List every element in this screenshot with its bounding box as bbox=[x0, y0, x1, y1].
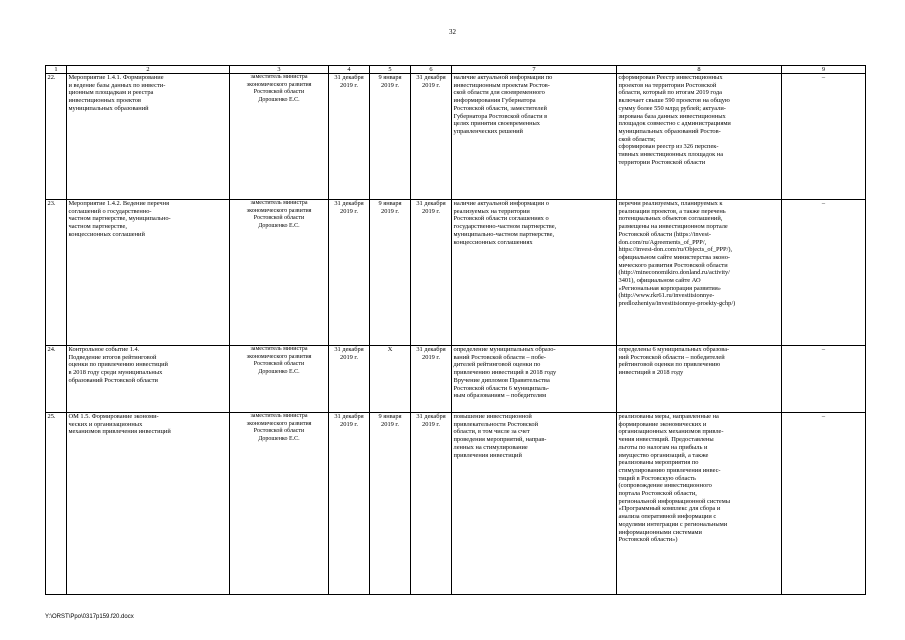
text-line: ОМ 1.5. Формирование экономи- bbox=[68, 413, 159, 420]
text-line: перечни реализуемых, планируемых к bbox=[618, 200, 723, 207]
text-line: экономического развития bbox=[246, 420, 312, 427]
text-line: 31 декабря bbox=[416, 413, 446, 420]
text-line: 2019 г. bbox=[381, 420, 399, 428]
text-line: сформирован Реестр инвестиционных bbox=[618, 74, 723, 81]
text-line: государственно-частном партнерстве, bbox=[453, 223, 557, 231]
text-line: Ростовской области соглашениях о bbox=[453, 215, 549, 223]
text-line: соглашений о государственно- bbox=[68, 207, 152, 215]
text-line: сумму более 550 млрд рублей; актуали- bbox=[618, 104, 726, 112]
text-line: Подведение итогов рейтинговой bbox=[68, 353, 157, 361]
text-line: экономического развития bbox=[246, 353, 312, 360]
text-line: определены 6 муниципальных образова- bbox=[618, 346, 730, 353]
cell-expected-result bbox=[452, 413, 617, 595]
header-row bbox=[46, 66, 866, 74]
text-line: 2019 г. bbox=[422, 353, 440, 361]
table-row bbox=[46, 74, 866, 200]
text-line: 9 января bbox=[378, 74, 402, 81]
text-line: управленческих решений bbox=[453, 127, 523, 135]
cell-plan-end-date bbox=[370, 200, 411, 346]
cell-event bbox=[67, 413, 230, 595]
text-line: тивных инвестиционных площадок на bbox=[618, 151, 724, 159]
text-line: 31 декабря bbox=[416, 346, 446, 353]
text-line: 31 декабря bbox=[334, 346, 364, 353]
text-line: don.com/ru/Agreements_of_PPP/, bbox=[618, 238, 707, 246]
text-line: Ростовской области bbox=[253, 361, 305, 368]
text-line: Ростовской области (https://invest- bbox=[618, 230, 712, 238]
cell-start-date bbox=[329, 200, 370, 346]
cell-number: 22. bbox=[46, 74, 67, 200]
text-line: муниципально-частном партнерстве, bbox=[453, 230, 555, 238]
text-line: концессионных соглашений bbox=[68, 230, 145, 238]
text-line: Вручение дипломов Правительства bbox=[453, 376, 550, 384]
cell-start-date bbox=[329, 346, 370, 413]
text-line: проведения мероприятий, направ- bbox=[453, 436, 547, 444]
text-line: 31 декабря bbox=[416, 200, 446, 207]
cell-start-date bbox=[329, 413, 370, 595]
text-line: Ростовской области bbox=[253, 215, 305, 222]
col-header-3: 3 bbox=[230, 66, 329, 74]
text-line: потенциальных объектов соглашений, bbox=[618, 215, 723, 223]
text-line: стимулированию привлечения инвес- bbox=[618, 466, 721, 474]
cell-achieved-result bbox=[617, 413, 782, 595]
text-line: 31 декабря bbox=[334, 413, 364, 420]
text-line: «Региональная корпорация развития» bbox=[618, 284, 721, 292]
text-line: в 2018 году среди муниципальных bbox=[68, 369, 163, 377]
table-row bbox=[46, 413, 866, 595]
cell-expected-result bbox=[452, 200, 617, 346]
table-row bbox=[46, 346, 866, 413]
text-line: predlozheniya/investitsionnye-proekty-gchp/) bbox=[618, 300, 736, 308]
table-body bbox=[46, 74, 866, 595]
text-line: 2019 г. bbox=[422, 81, 440, 89]
text-line: экономического развития bbox=[246, 207, 312, 214]
text-line: Губернатора Ростовской области в bbox=[453, 112, 548, 120]
cell-responsible bbox=[230, 413, 329, 595]
text-line: зирована база данных инвестиционных bbox=[618, 112, 726, 120]
cell-start-date bbox=[329, 74, 370, 200]
cell-plan-end-date bbox=[370, 74, 411, 200]
text-line: Ростовской области 6 муниципаль- bbox=[453, 384, 550, 392]
text-line: 2019 г. bbox=[340, 420, 358, 428]
text-line: реализованы мероприятия по bbox=[618, 459, 699, 467]
text-line: области, в том числе за счет bbox=[453, 428, 530, 436]
text-line: рейтинговой оценки по привлечению bbox=[618, 361, 721, 369]
cell-number: 25. bbox=[46, 413, 67, 595]
cell-number: 23. bbox=[46, 200, 67, 346]
text-line: 2019 г. bbox=[340, 353, 358, 361]
col-header-5: 5 bbox=[370, 66, 411, 74]
cell-achieved-result bbox=[617, 346, 782, 413]
col-header-6: 6 bbox=[411, 66, 452, 74]
cell-event bbox=[67, 74, 230, 200]
text-line: «Программный комплекс для сбора и bbox=[618, 505, 721, 513]
page-number: 32 bbox=[449, 28, 456, 36]
text-line: X bbox=[387, 346, 393, 353]
col-header-8: 8 bbox=[617, 66, 782, 74]
text-line: организационных механизмов привле- bbox=[618, 428, 724, 436]
col-header-2: 2 bbox=[67, 66, 230, 74]
col-header-7: 7 bbox=[452, 66, 617, 74]
cell-achieved-result bbox=[617, 200, 782, 346]
text-line: ционным площадкам и реестра bbox=[68, 89, 154, 97]
text-line: сформирован реестр из 326 перспек- bbox=[618, 143, 719, 151]
cell-number: 24. bbox=[46, 346, 67, 413]
text-line: 31 декабря bbox=[416, 74, 446, 81]
text-line: ным образованиям – победителям bbox=[453, 392, 547, 400]
text-line: (http://www.rkr61.ru/investitsionnye- bbox=[618, 292, 715, 300]
text-line: целях принятия своевременных bbox=[453, 120, 541, 128]
text-line: инвестиционным проектам Ростов- bbox=[453, 81, 550, 89]
text-line: площадок совместно с администрациями bbox=[618, 120, 731, 128]
text-line: ской области; bbox=[618, 135, 656, 143]
text-line: заместитель министра bbox=[250, 200, 308, 206]
text-line: формирование экономических и bbox=[618, 420, 707, 428]
text-line: оценки по привлечению инвестиций bbox=[68, 361, 168, 369]
text-line: концессионных соглашениях bbox=[453, 238, 533, 246]
text-line: Ростовской области, заместителей bbox=[453, 104, 547, 112]
text-line: 2019 г. bbox=[340, 81, 358, 89]
text-line: мического развития Ростовской области bbox=[618, 261, 728, 269]
text-line: привлекательности Ростовской bbox=[453, 420, 539, 428]
text-line: 2019 г. bbox=[422, 420, 440, 428]
text-line: 31 декабря bbox=[334, 74, 364, 81]
text-line: чения инвестиций. Предоставлены bbox=[618, 436, 714, 444]
text-line: размещены на инвестиционном портале bbox=[618, 223, 728, 231]
text-line: Ростовской области») bbox=[618, 536, 678, 544]
text-line: механизмов привлечения инвестиций bbox=[68, 428, 171, 436]
text-line: ческих и организационных bbox=[68, 420, 143, 428]
text-line: имущество организаций, а также bbox=[618, 451, 709, 459]
text-line: Контрольное событие 1.4. bbox=[68, 346, 140, 353]
text-line: Мероприятие 1.4.1. Формирование bbox=[68, 74, 164, 81]
text-line: анализа оперативной информации с bbox=[618, 513, 717, 521]
text-line: ской области для своевременного bbox=[453, 89, 545, 97]
text-line: реализуемых на территории bbox=[453, 207, 530, 215]
text-line: (сопровождение инвестиционного bbox=[618, 482, 712, 490]
cell-responsible bbox=[230, 346, 329, 413]
text-line: 2019 г. bbox=[381, 207, 399, 215]
text-line: Ростовской области bbox=[253, 89, 305, 96]
text-line: 2019 г. bbox=[340, 207, 358, 215]
cell-event bbox=[67, 346, 230, 413]
text-line: реализованы меры, направленные на bbox=[618, 413, 719, 420]
cell-problems: – bbox=[782, 74, 866, 200]
col-header-1: 1 bbox=[46, 66, 67, 74]
text-line: 9 января bbox=[378, 200, 402, 207]
text-line: повышение инвестиционной bbox=[453, 413, 532, 420]
cell-problems: – bbox=[782, 346, 866, 413]
cell-event bbox=[67, 200, 230, 346]
text-line: заместитель министра bbox=[250, 74, 308, 80]
text-line: 31 декабря bbox=[334, 200, 364, 207]
text-line: заместитель министра bbox=[250, 413, 308, 419]
cell-responsible bbox=[230, 200, 329, 346]
text-line: инвестиций в 2018 году bbox=[618, 369, 684, 377]
text-line: проектов на территории Ростовской bbox=[618, 81, 717, 89]
report-table bbox=[45, 65, 866, 595]
text-line: Мероприятие 1.4.2. Ведение перечня bbox=[68, 200, 170, 207]
text-line: Ростовской области bbox=[253, 428, 305, 435]
text-line: частном партнерстве, bbox=[68, 223, 127, 231]
text-line: 3401), официальном сайте АО bbox=[618, 277, 701, 285]
cell-fact-end-date bbox=[411, 200, 452, 346]
text-line: привлечению инвестиций в 2018 году bbox=[453, 369, 557, 377]
text-line: инвестиционных проектов bbox=[68, 97, 141, 105]
text-line: наличие актуальной информации о bbox=[453, 200, 549, 207]
cell-responsible bbox=[230, 74, 329, 200]
col-header-9: 9 bbox=[782, 66, 866, 74]
cell-fact-end-date bbox=[411, 413, 452, 595]
cell-fact-end-date bbox=[411, 74, 452, 200]
text-line: официальном сайте министерства эконо- bbox=[618, 253, 731, 261]
text-line: Дорошенко Е.С. bbox=[258, 223, 300, 230]
text-line: Дорошенко Е.С. bbox=[258, 369, 300, 376]
text-line: тиций в Ростовскую область bbox=[618, 474, 696, 482]
text-line: ний Ростовской области – победителей bbox=[618, 353, 725, 361]
text-line: муниципальных образований Ростов- bbox=[618, 127, 721, 135]
text-line: (http://mineconomikiro.donland.ru/activity/ bbox=[618, 269, 730, 277]
cell-problems: – bbox=[782, 200, 866, 346]
cell-expected-result bbox=[452, 74, 617, 200]
text-line: заместитель министра bbox=[250, 346, 308, 352]
text-line: льготы по налогам на прибыль и bbox=[618, 443, 708, 451]
text-line: муниципальных образований bbox=[68, 104, 149, 112]
text-line: Дорошенко Е.С. bbox=[258, 436, 300, 443]
text-line: привлечения инвестиций bbox=[453, 451, 522, 459]
text-line: ваний Ростовской области – побе- bbox=[453, 353, 546, 361]
text-line: 2019 г. bbox=[381, 81, 399, 89]
text-line: портала Ростовской области, bbox=[618, 490, 697, 498]
text-line: информирования Губернатора bbox=[453, 97, 536, 105]
text-line: 9 января bbox=[378, 413, 402, 420]
text-line: Дорошенко Е.С. bbox=[258, 97, 300, 104]
cell-plan-end-date bbox=[370, 413, 411, 595]
text-line: частном партнерстве, муниципально- bbox=[68, 215, 171, 223]
file-path-footer: Y:\ORST\Ppo\0317p159.f20.docx bbox=[45, 614, 134, 620]
text-line: региональной информационной системы bbox=[618, 497, 731, 505]
text-line: территории Ростовской области bbox=[618, 158, 706, 166]
text-line: 2019 г. bbox=[422, 207, 440, 215]
text-line: https://invest-don.com/ru/Objects_of_PPP/), bbox=[618, 246, 733, 254]
text-line: области, который по итогам 2019 года bbox=[618, 89, 722, 97]
text-line: дителей рейтинговой оценки по bbox=[453, 361, 541, 369]
text-line: экономического развития bbox=[246, 81, 312, 88]
cell-plan-end-date bbox=[370, 346, 411, 413]
text-line: определение муниципальных образо- bbox=[453, 346, 556, 353]
text-line: реализации проектов, а также перечень bbox=[618, 207, 726, 215]
col-header-4: 4 bbox=[329, 66, 370, 74]
text-line: модулями интеграции с региональными bbox=[618, 520, 728, 528]
cell-achieved-result bbox=[617, 74, 782, 200]
text-line: наличие актуальной информации по bbox=[453, 74, 553, 81]
text-line: образований Ростовской области bbox=[68, 376, 158, 384]
cell-problems: – bbox=[782, 413, 866, 595]
text-line: информационными системами bbox=[618, 528, 702, 536]
cell-expected-result bbox=[452, 346, 617, 413]
text-line: ленных на стимулирование bbox=[453, 443, 528, 451]
cell-fact-end-date bbox=[411, 346, 452, 413]
text-line: и ведение базы данных по инвести- bbox=[68, 81, 166, 89]
table-row bbox=[46, 200, 866, 346]
text-line: включает свыше 590 проектов на общую bbox=[618, 97, 730, 105]
